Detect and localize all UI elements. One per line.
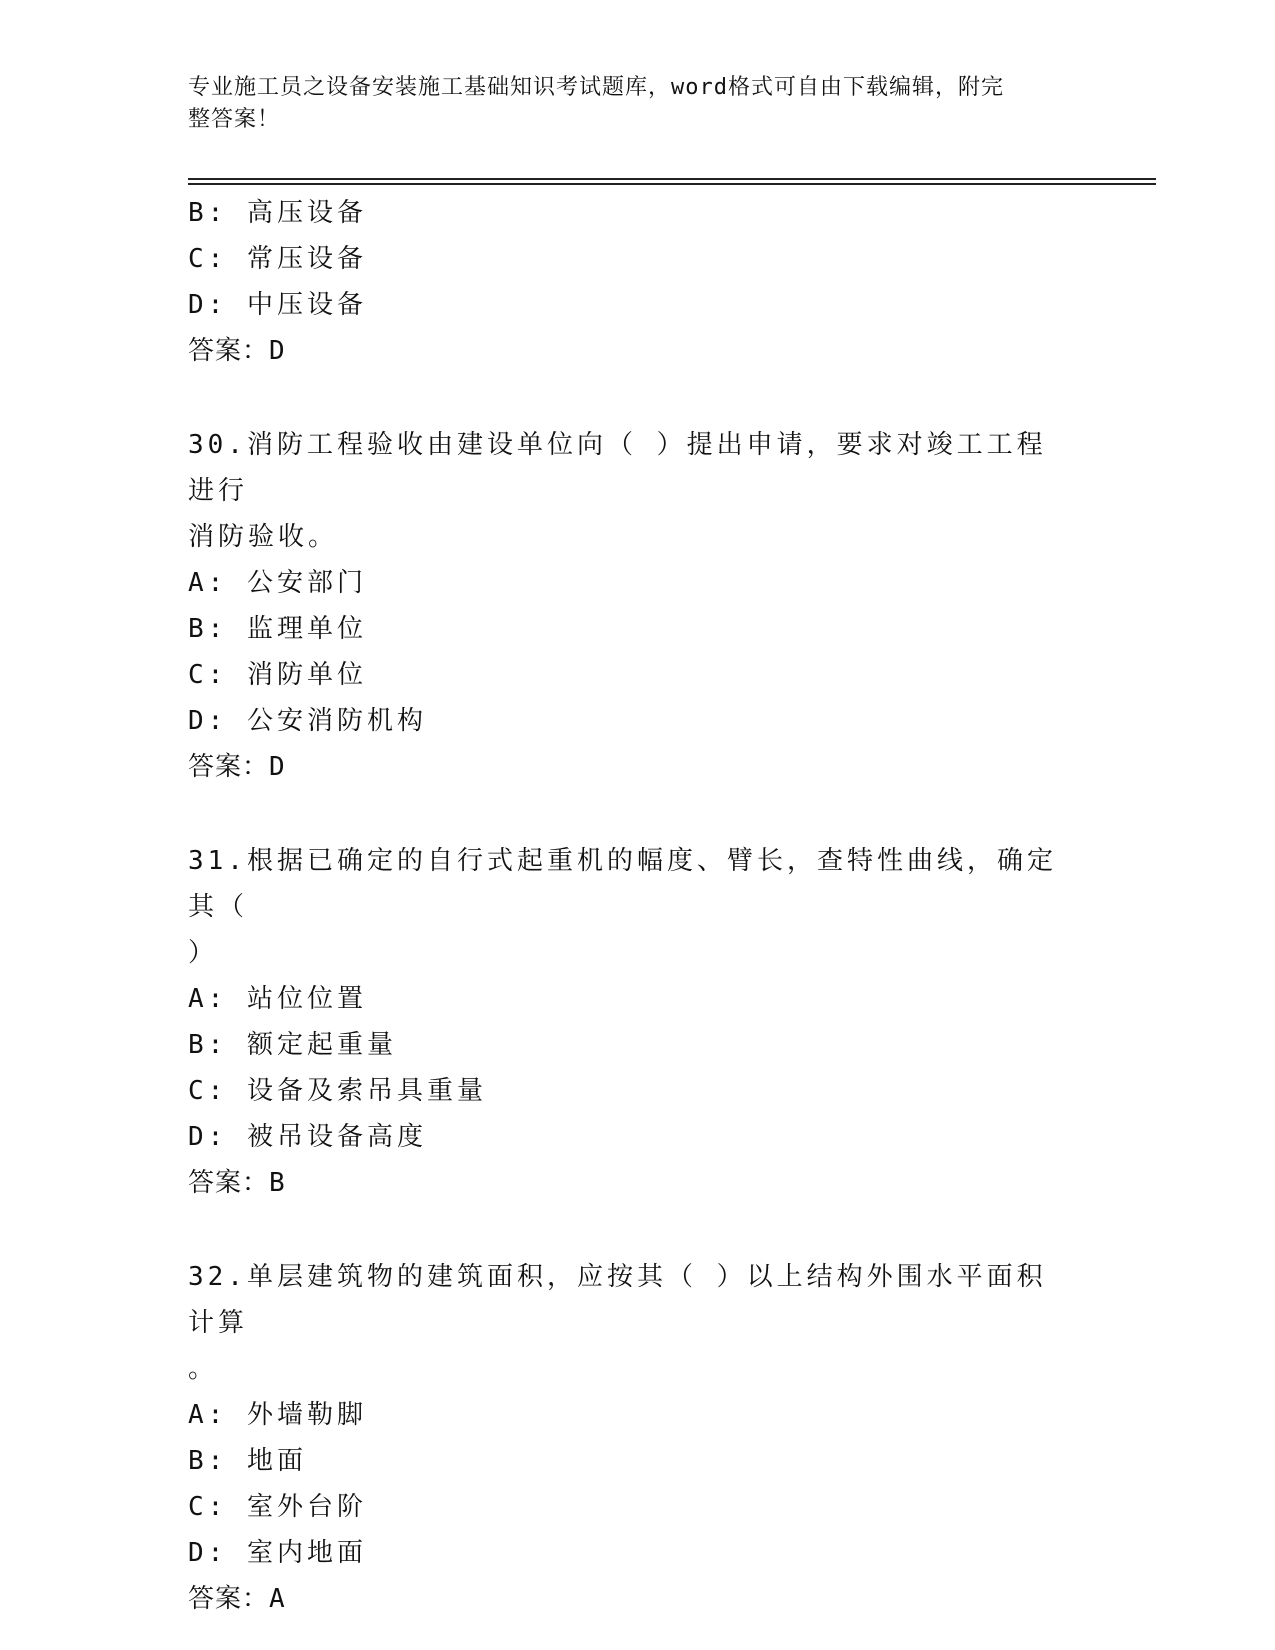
option-c bbox=[188, 652, 1088, 698]
option-a bbox=[188, 560, 1088, 606]
answer-line bbox=[188, 328, 1088, 374]
option-text: 监理单位 bbox=[246, 614, 367, 644]
header-divider-top bbox=[188, 178, 1156, 180]
option-b bbox=[188, 190, 1088, 236]
option-label: A: bbox=[188, 568, 228, 598]
page-header bbox=[188, 72, 1068, 136]
option-text: 设备及索吊具重量 bbox=[246, 1076, 487, 1106]
answer-line bbox=[188, 1576, 1088, 1622]
option-c bbox=[188, 236, 1088, 282]
question-stem-line-1: 31.根据已确定的自行式起重机的幅度、臂长，查特性曲线，确定其（ bbox=[188, 846, 1057, 922]
option-label: A: bbox=[188, 984, 228, 1014]
answer-value: B bbox=[269, 1168, 286, 1198]
option-text: 中压设备 bbox=[246, 290, 367, 320]
option-text: 常压设备 bbox=[246, 244, 367, 274]
option-label: C: bbox=[188, 1492, 228, 1522]
question-32 bbox=[188, 1254, 1088, 1622]
answer-value: A bbox=[269, 1584, 286, 1614]
option-label: D: bbox=[188, 1122, 228, 1152]
question-stem bbox=[188, 1254, 1068, 1392]
question-stem-line-2: 消防验收。 bbox=[188, 522, 339, 552]
answer-label: 答案： bbox=[188, 752, 270, 782]
option-label: B: bbox=[188, 1446, 228, 1476]
answer-value: D bbox=[269, 752, 286, 782]
option-d bbox=[188, 698, 1088, 744]
option-d bbox=[188, 1530, 1088, 1576]
option-label: A: bbox=[188, 1400, 228, 1430]
option-b bbox=[188, 1438, 1088, 1484]
option-label: B: bbox=[188, 614, 228, 644]
option-b bbox=[188, 1022, 1088, 1068]
question-31 bbox=[188, 838, 1088, 1206]
option-c bbox=[188, 1484, 1088, 1530]
answer-label: 答案： bbox=[188, 336, 270, 366]
option-text: 室内地面 bbox=[246, 1538, 367, 1568]
header-divider-bottom bbox=[188, 183, 1156, 185]
option-b bbox=[188, 606, 1088, 652]
option-label: C: bbox=[188, 660, 228, 690]
option-d bbox=[188, 1114, 1088, 1160]
header-line-2: 整答案！ bbox=[188, 107, 281, 132]
option-text: 被吊设备高度 bbox=[246, 1122, 427, 1152]
option-text: 地面 bbox=[246, 1446, 307, 1476]
question-stem bbox=[188, 422, 1068, 560]
option-label: D: bbox=[188, 290, 228, 320]
question-30 bbox=[188, 422, 1088, 790]
question-stem-line-2: 。 bbox=[188, 1354, 219, 1384]
option-text: 室外台阶 bbox=[246, 1492, 367, 1522]
option-text: 公安消防机构 bbox=[246, 706, 427, 736]
answer-value: D bbox=[269, 336, 286, 366]
option-text: 消防单位 bbox=[246, 660, 367, 690]
option-text: 外墙勒脚 bbox=[246, 1400, 367, 1430]
option-text: 站位位置 bbox=[246, 984, 367, 1014]
option-c bbox=[188, 1068, 1088, 1114]
question-stem bbox=[188, 838, 1068, 976]
option-text: 额定起重量 bbox=[246, 1030, 397, 1060]
question-29-continued bbox=[188, 190, 1088, 374]
option-text: 高压设备 bbox=[246, 198, 367, 228]
answer-line bbox=[188, 744, 1088, 790]
option-a bbox=[188, 976, 1088, 1022]
question-list bbox=[188, 190, 1088, 1622]
option-label: C: bbox=[188, 1076, 228, 1106]
option-label: B: bbox=[188, 1030, 228, 1060]
option-label: D: bbox=[188, 706, 228, 736]
option-label: D: bbox=[188, 1538, 228, 1568]
option-label: C: bbox=[188, 244, 228, 274]
answer-label: 答案： bbox=[188, 1168, 270, 1198]
question-stem-line-1: 32.单层建筑物的建筑面积，应按其（ ）以上结构外围水平面积计算 bbox=[188, 1262, 1047, 1338]
option-label: B: bbox=[188, 198, 228, 228]
option-text: 公安部门 bbox=[246, 568, 367, 598]
option-d bbox=[188, 282, 1088, 328]
question-stem-line-1: 30.消防工程验收由建设单位向（ ）提出申请，要求对竣工工程进行 bbox=[188, 430, 1047, 506]
question-stem-line-2: ） bbox=[188, 938, 219, 968]
answer-label: 答案： bbox=[188, 1584, 270, 1614]
header-line-1: 专业施工员之设备安装施工基础知识考试题库，word格式可自由下载编辑，附完 bbox=[188, 75, 1004, 100]
answer-line bbox=[188, 1160, 1088, 1206]
option-a bbox=[188, 1392, 1088, 1438]
